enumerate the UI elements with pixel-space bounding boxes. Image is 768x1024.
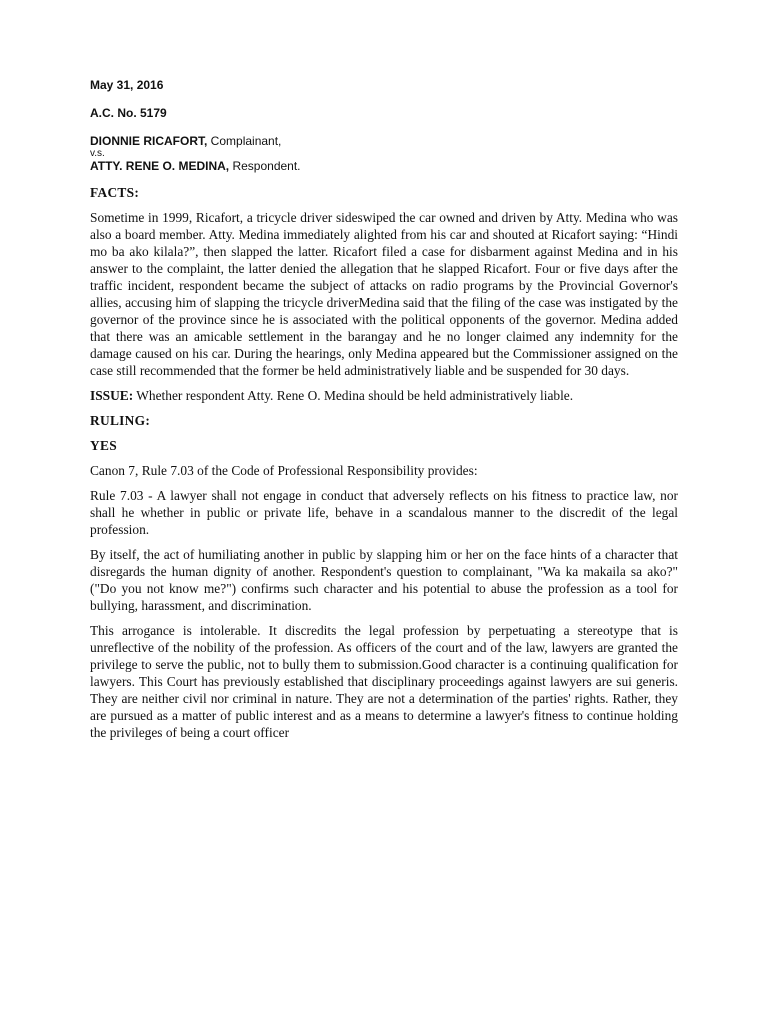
complainant-role: Complainant,	[207, 134, 282, 148]
case-date: May 31, 2016	[90, 78, 164, 92]
ruling-heading: RULING:	[90, 413, 151, 428]
respondent-line	[90, 159, 678, 174]
issue-text: Whether respondent Atty. Rene O. Medina should be held administratively liable.	[133, 388, 574, 403]
respondent-role: Respondent.	[229, 159, 301, 173]
ruling-paragraph-rule: Rule 7.03 - A lawyer shall not engage in conduct that adversely reflects on his fitness to practice law, nor shall he whether in public or private life, behave in a scandalous manner to the discredit of the legal profession.	[90, 488, 678, 537]
complainant-name: DIONNIE RICAFORT,	[90, 134, 208, 148]
issue-paragraph	[90, 387, 678, 404]
case-parties	[90, 134, 678, 174]
facts-heading: FACTS:	[90, 185, 140, 200]
ruling-paragraph-canon: Canon 7, Rule 7.03 of the Code of Professional Responsibility provides:	[90, 463, 478, 478]
versus-label: v.s.	[90, 148, 105, 159]
ruling-paragraph-arrogance: This arrogance is intolerable. It discredits the legal profession by perpetuating a stereotype that is unreflective of the nobility of the profession. As officers of the court and of the law, lawyers are granted the privilege to serve the public, not to bully them to submission.Good character is a continuing qualification for lawyers. This Court has previously established that disciplinary proceedings against lawyers are sui generis. They are neither civil nor criminal in nature. They are not a determination of the parties' rights. Rather, they are pursued as a matter of public interest and as a means to determine a lawyer's fitness to continue holding the privileges of being a court officer	[90, 623, 678, 740]
document-page	[90, 78, 678, 749]
respondent-name: ATTY. RENE O. MEDINA,	[90, 159, 230, 173]
facts-paragraph: Sometime in 1999, Ricafort, a tricycle driver sideswiped the car owned and driven by Atty. Medina who was also a board member. Atty. Medina immediately alighted from his car and shouted at Ricafort saying: “Hindi mo ba ako kilala?”, then slapped the latter. Ricafort filed a case for disbarment against Medina and in his answer to the complaint, the latter denied the allegation that he slapped Ricafort. Four or five days after the traffic incident, respondent became the subject of attacks on radio programs by the Provincial Governor's allies, accusing him of slapping the tricycle driverMedina said that the filing of the case was instigated by the governor of the province since he is associated with the political opponents of the governor. Medina added that there was an amicable settlement in the barangay and he no longer claimed any indemnity for the damage caused on his car. During the hearings, only Medina appeared but the Commissioner assigned on the case still recommended that the former be held administratively liable and be suspended for 30 days.	[90, 210, 678, 378]
issue-label: ISSUE:	[90, 388, 134, 403]
ruling-answer: YES	[90, 438, 117, 453]
case-number: A.C. No. 5179	[90, 106, 167, 120]
ruling-paragraph-humiliation: By itself, the act of humiliating another in public by slapping him or her on the face hints of a character that disregards the human dignity of another. Respondent's question to complainant, "Wa ka makaila sa ako?" ("Do you not know me?") confirms such character and his potential to abuse the profession as a tool for bullying, harassment, and discrimination.	[90, 547, 678, 613]
complainant-line	[90, 134, 678, 149]
